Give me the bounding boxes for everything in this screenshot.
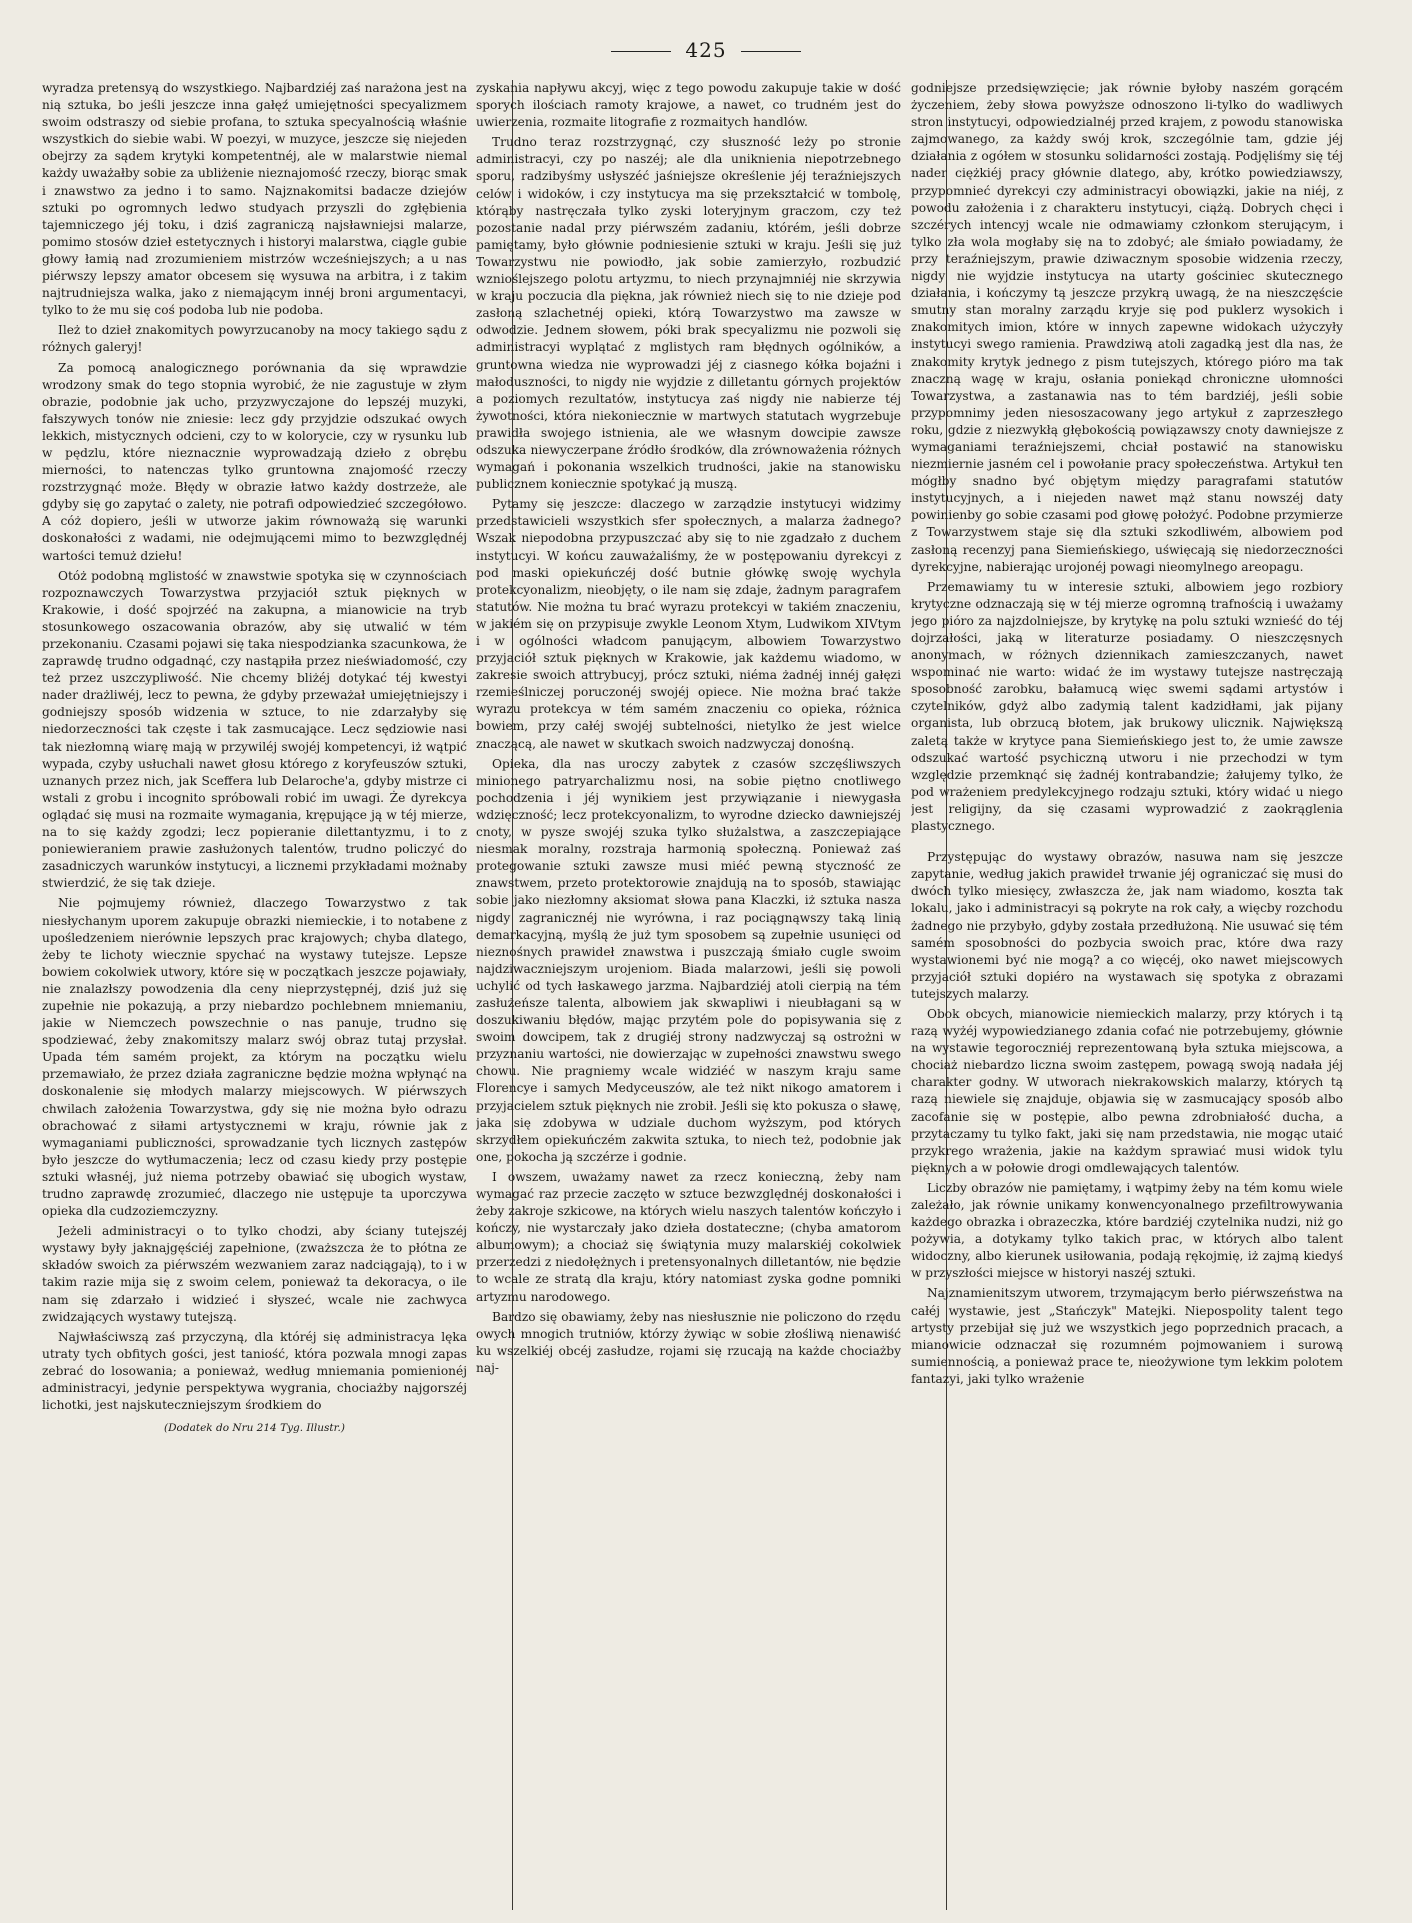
column-1-paragraph: Za pomocą analogicznego porównania da się wprawdzie wrodzony smak do tego stopnia wyrobić, że nie zagustuje w złym obrazie, podobnie jak ucho, przyzwyczajone do lepszéj muzyki, fałszywych tonów nie zniesie: lecz gdy przyjdzie odszukać owych lekkich, mistycznych odcieni, czy to w kolorycie, czy w rysunku lub w pędzlu, które nieznacznie wyprowadzają dzieło z obrębu mierności, to natenczas tylko gruntowna znajomość rzeczy rozstrzygnąć może. Błędy w obrazie łatwo każdy dostrzeże, ale gdyby się go zapytać o zalety, nie potrafi odpowiedzieć szczegółowo. A cóż dopiero, jeśli w utworze jakim równoważą się warunki doskonałości z wadami, nie odejmującemi mimo to bezwzględnéj wartości temuż dziełu! [42,360,467,563]
column-1-paragraph: Ileż to dzieł znakomitych powyrzucanoby na mocy takiego sądu z różnych galeryj! [42,323,467,355]
column-2-paragraph: Opieka, dla nas uroczy zabytek z czasów szczęśliwszych minionego patryarchalizmu nosi, na sobie piętno cnotliwego pochodzenia i jéj wynikiem jest przywiązanie i niewygasła wdzięczność; lecz protekcyonalizm, to wyrodne dziecko dawniejszéj cnoty, w pysze swojéj szuka tylko służalstwa, a zaszczepiające niesmak moralny, rozstraja harmonią społeczną. Ponieważ zaś protegowanie sztuki zawsze musi miéć pewną styczność ze znawstwem, przeto protektorowie znajdują na to sposób, stawiając sobie jako niezłomny aksiomat słowa pana Klaczki, iż sztuka nasza nigdy zagranicznéj nie wyrówna, i raz pociągnąwszy taką linią demarkacyjną, myślą że już tym sposobem są zupełnie usunięci od nieznośnych prawideł znawstwa i puszczają śmiało cugle swoim najdziwaczniejszym urojeniom. Biada malarzowi, jeśli się powoli uchylić od tych łaskawego jarzma. Najbardziéj atoli cierpią na tém zasłużeńsze talenta, albowiem jak skwapliwi i nieubłagani są w doszukiwaniu błędów, mając przytém pole do popisywania się z swoim dowcipem, tak z drugiéj strony nadzwyczaj są ostrożni w przyznaniu wartości, nie dowierzając w zupełności znawstwu swego chowu. Nie pragniemy wcale widziéć w naszym kraju same Florencye i samych Medyceuszów, ale też nikt nikogo amatorem i przyjacielem sztuk pięknych nie zrobił. Jeśli się kto pokusza o sławę, jaka się zdobywa w udziale duchom wyższym, pod których skrzydłem opiekuńczém zakwita sztuka, to niech też, podobnie jak one, pokocha ją szczérze i godnie. [476,756,901,1164]
column-3-paragraph: Obok obcych, mianowicie niemieckich malarzy, przy których i tą razą wyżéj wypowiedzianego zdania cofać nie potrzebujemy, głównie na wystawie tegoroczniéj reprezentowaną była sztuka miejscowa, a chociaż niebardzo liczna swoim zastępem, powagą swoją nadała jéj charakter godny. W utworach niekrakowskich malarzy, których tą razą niewiele się znajduje, objawia się w zasmucający sposób albo zacofanie się w postępie, albo pewna zdrobniałość ducha, a przytaczamy tu tylko fakt, jaki się nam przedstawia, nie mogąc utaić przykrego wrażenia, jakie na każdym sprawiać musi widok tylu pięknych a w połowie drogi omdlewających talentów. [911,1006,1343,1175]
column-3-paragraph: Przystępując do wystawy obrazów, nasuwa nam się jeszcze zapytanie, według jakich prawideł trwanie jéj ograniczać się musi do dwóch tylko miesięcy, zwłaszcza że, jak nam wiadomo, koszta tak lokalu, jako i administracyi są pokryte na rok cały, a więcby rozchodu żadnego nie przybyło, gdyby została przedłużoną. Nie usuwać się tém samém sposobności do pozbycia swoich prac, które dwa razy wystawionemi być nie mogą? a co więcéj, oko nawet miejscowych przyjaciół sztuki dopiéro na wystawach się spotyka z obrazami tutejszych malarzy. [911,850,1343,1001]
column-3-paragraph: Liczby obrazów nie pamiętamy, i wątpimy żeby na tém komu wiele zależało, jak równie unikamy konwencyonalnego przefiltrowywania każdego obrazka i obrazeczka, które bardziéj czytelnika nudzi, niż go pożywia, a dotykamy tylko takich prac, w których albo talent widoczny, albo kierunek usiłowania, podają rękojmię, iż zajmą kiedyś w przyszłości miejsce w historyi naszéj sztuki. [911,1180,1343,1281]
column-3-paragraph: godniejsze przedsięwzięcie; jak równie byłoby naszém gorącém życzeniem, żeby słowa powyższe odnoszono li-tylko do wadliwych stron instytucyi, odpowiedzialnéj przed krajem, z powodu stanowiska zajmowanego, za każdy swój krok, szczególnie tam, gdzie jéj działania z ogółem w stosunku solidarności zostają. Podjęliśmy się téj nader ciężkiéj pracy głównie dlatego, aby, krótko powiedziawszy, przypomnieć dyrekcyi czy administracyi obowiązki, jakie na niéj, z powodu założenia i z charakteru instytucyi, ciążą. Dobrych chęci i szczérych intencyj wcale nie odmawiamy członkom sterującym, i tylko zła wola mogłaby się na to zdobyć; ale śmiało powiadamy, że przy teraźniejszym, prawie dziwacznym sposobie widzenia rzeczy, nigdy nie wyjdzie instytucya na utarty gościniec skutecznego działania, i kończymy tą jeszcze przykrą uwagą, że na nieszczęście smutny stan moralny zarządu kryje się pod puklerz wysokich i znakomitych imion, które w innych zapewne widokach użyczyły instytucyi swego ramienia. Prawdziwą atoli zagadką jest dla nas, że znakomity krytyk jednego z pism tutejszych, którego pióro ma tak znaczną wagę w kraju, osłania poniekąd chroniczne ułomności Towarzystwa, a zastanawia nas to tém bardziéj, jeśli sobie przypomnimy jeden niesoszacowany jego artykuł z zaprzeszłego roku, gdzie z niezwykłą głębokością powiązawszy cnoty dawniejsze z wymaganiami teraźniejszemi, chciał postawić na stanowisku niezmiernie jasném cel i powołanie pracy społeczeństwa. Artykuł ten mógłby snadno być objętym między paragrafami statutów instytucyjnych, a i niejeden nawet mąż stanu nowszéj daty powinienby go sobie czasami pod głowę położyć. Podobne przymierze z Towarzystwem staje się dla sztuki szkodliwém, albowiem pod zasłoną recenzyj pana Siemieńskiego, uświęcają się niedorzeczności dyrekcyjne, nabierając urojonéj powagi nieomylnego areopagu. [911,81,1343,574]
column-1-paragraph: Nie pojmujemy również, dlaczego Towarzystwo z tak niesłychanym uporem zakupuje obrazki niemieckie, i to notabene z upośledzeniem nierównie lepszych prac krajowych; chyba dlatego, żeby te lichoty wiecznie spychać na wystawy tutejsze. Lepsze bowiem cokolwiek utwory, które się w początkach jeszcze pojawiały, nie znalazłszy powodzenia dla ceny nieprzystępnéj, dziś już się zupełnie nie pokazują, a przy niebardzo pochlebnem mniemaniu, jakie w Niemczech powszechnie o nas panuje, trudno się spodziewać, żeby znakomitszy malarz swój obraz tutaj przysłał. Upada tém samém projekt, za którym na początku wielu przemawiało, że przez działa zagraniczne będzie można wpłynąć na doskonalenie się młodych malarzy miejscowych. W piérwszych chwilach założenia Towarzystwa, gdy się nie można było odrazu obrachować z siłami artystycznemi w kraju, równie jak z wymaganiami publiczności, sprowadzanie tych licznych zastępów było jeszcze do wytłumaczenia; lecz od czasu kiedy przy postępie sztuki własnéj, już niema potrzeby obawiać się ubogich wystaw, trudno zaprawdę zrozumieć, dlaczego nie ustępuje ta uporczywa opieka dla cudzoziemczyzny. [42,896,467,1219]
page-number-left-dash [611,51,671,52]
column-2-paragraph: Trudno teraz rozstrzygnąć, czy słuszność leży po stronie administracyi, czy po naszéj; ale dla uniknienia niepotrzebnego sporu, radzibyśmy usłyszéć jaśniejsze określenie jéj teraźniejszych celów i widoków, i czy instytucya ma się przekształcić w tombolę, którąby nastręczała tylko zyski loteryjnym graczom, czy też pozostanie nadal przy piérwszém zadaniu, którém, jeśli dobrze pamiętamy, było głównie podniesienie sztuki w kraju. Jeśli się już Towarzystwu nie powiodło, jak sobie zamierzyło, rozbudzić wznioślejszego polotu artyzmu, to niech przynajmniéj nie skrzywia w kraju poczucia dla piękna, jak również niech się to nie dzieje pod zasłoną szlachetnéj opieki, którą Towarzystwo ma zawsze w odwodzie. Jednem słowem, póki brak specyalizmu nie pozwoli się administracyi wyplątać z mglistych ram błędnych ogólników, a gruntowna wiedza nie wyprowadzi jéj z ciasnego kółka bojaźni i małoduszności, to nigdy nie wyjdzie z dilletantu górnych projektów a poziomych rezultatów, instytucya zaś nigdy nie nabierze téj żywotności, która niekoniecznie w martwych statutach wygrzebuje prawidła swojego istnienia, ale we własnym dowcipie zawsze odszuka niewyczerpane źródło środków, dla zrównoważenia różnych wymagań i pokonania wszelkich trudności, jakie na stanowisku publicznem koniecznie spotykać ją muszą. [476,135,901,492]
column-3-paragraph: Przemawiamy tu w interesie sztuki, albowiem jego rozbiory krytyczne odznaczają się w téj mierze ogromną trafnością i uważamy jego pióro za najzdolniejsze, by krytykę na polu sztuki wznieść do téj dojrzałości, jaką w literaturze posiadamy. O nieszczęsnych anonymach, w różnych dziennikach zamieszczanych, nawet wspominać nie warto: widać że im wystawy tutejsze nastręczają sposobność zarobku, bałamucą więc swemi sądami artystów i czytelników, gdyż albo zadymią talent kadzidłami, jak pijany organista, lub obrzucą błotem, jak brukowy ulicznik. Największą zaletą także w krytyce pana Siemieńskiego jest to, że umie zawsze odszukać wartość psychiczną utworu i nie przechodzi w tym względzie przemknąć się żadnéj kontrabandzie; żałujemy tylko, że pod wrażeniem predylekcyjnego rodzaju sztuki, który widać u niego jest religijny, da się czasami wyprowadzić z zaokrąglenia plastycznego. [911,579,1343,834]
column-1-paragraph: wyradza pretensyą do wszystkiego. Najbardziéj zaś narażona jest na nią sztuka, bo jeśli jeszcze inna gałęź umiejętności specyalizmem swoim odstraszy od siebie profana, to sztuka specyalnością właśnie wszystkich do siebie wabi. W poezyi, w muzyce, jeszcze się niejeden obejrzy za sądem krytyki kompetentnéj, ale w malarstwie niemal każdy uważałby sobie za ubliżenie nieznajomość rzeczy, biorąc smak i znawstwo za jedno i to samo. Najznakomitsi badacze dziejów sztuki po ogromnych ledwo studyach przyszli do zgłębienia tajemniczego jéj toku, i dziś zagraniczą najsławniejsi malarze, pomimo stosów dzieł estetycznych i historyi malarstwa, ciągle gubie głowy łamią nad zrozumieniem mistrzów wcześniejszych; a u nas piérwszy lepszy amator obcesem się wysuwa na arbitra, i z takim najtrudniejsza walka, jako z niemającym innéj broni argumentacyi, tylko to że mu się coś podoba lub nie podoba. [42,81,467,318]
article-columns [42,80,1382,1910]
column-1 [42,80,467,1910]
column-3 [911,80,1343,1910]
page-number-text: 425 [685,38,727,62]
column-1-paragraph: Jeżeli administracyi o to tylko chodzi, aby ściany tutejszéj wystawy były jaknajgęściéj zapełnione, (zważszcza że to płótna ze składów swoich za piérwszém wezwaniem zaraz nadciągają), to i w takim razie mija się z swoim celem, ponieważ ta dekoracya, o ile nam się zdarzało i widzieć i słyszeć, wcale nie zachwyca zwidzających wystawy tutejszą. [42,1224,467,1324]
column-1-paragraph: Otóż podobną mglistość w znawstwie spotyka się w czynnościach rozpoznawczych Towarzystwa przyjaciół sztuk pięknych w Krakowie, i dość spojrzéć na zakupna, a mianowicie na tryb stosunkowego oszacowania obrazów, aby się utwalić w tém przekonaniu. Czasami pojawi się taka niespodzianka szacunkowa, że zaprawdę trudno odgadnąć, czy nastąpiła przez nieświadomość, czy też przez uszczypliwość. Nie chcemy bliżéj dotykać téj kwestyi nader drażliwéj, lecz to pewna, że gdyby przeważał umiejętniejszy i godniejszy sposób widzenia w sztuce, to nie zdarzałyby się niedorzeczności tak częste i tak zasmucające. Lecz sędziowie nasi tak niezłomną wiarę mają w przywiléj swojéj kompetencyi, iż wątpić wypada, czyby usłuchali nawet głosu którego z koryfeuszów sztuki, uznanych przez nich, jak Sceffera lub Delaroche'a, gdyby mistrze ci wstali z grobu i incognito spróbowali robić im uwagi. Że dyrekcya oglądać się musi na rozmaite wymagania, krępujące ją w téj mierze, na to się każdy zgodzi; lecz popieranie dilettantyzmu, i to z poniewieraniem prawie zasłużonych talentów, trudno policzyć do zasadniczych warunków instytucyi, a licznemi przykładami możnaby stwierdzić, że się tak dzieje. [42,568,467,891]
supplement-footnote: (Dodatek do Nru 214 Tyg. Illustr.) [164,1422,345,1435]
column-2 [476,80,901,1910]
page-number-right-dash [741,51,801,52]
column-2-paragraph: Pytamy się jeszcze: dlaczego w zarządzie instytucyi widzimy przedstawicieli wszystkich sfer społecznych, a malarza żadnego? Wszak niepodobna przypuszczać aby się to nie zgadzało z duchem instytucyi. W końcu zauważaliśmy, że w postępowaniu dyrekcyi z pod maski opiekuńczéj dość butnie główkę swoję wychyla protekcyonalizm, nieobjęty, o ile nam się zdaje, żadnym paragrafem statutów. Nie można tu brać wyrazu protekcyi w takiém znaczeniu, w jakiém się on przypisuje zwykle Leonom Xtym, Ludwikom XIVtym i w ogólności władcom panującym, albowiem Towarzystwo przyjaciół sztuk pięknych w Krakowie, jak każdemu wiadomo, w zakresie swoich attrybucyj, prócz sztuki, niéma żadnéj innéj gałęzi rzemieślniczej poruczonéj swojéj opiece. Nie można brać także wyrazu protekcya w tém samém znaczeniu co opieka, różnica bowiem, przy całéj swojéj subtelności, nietylko że jest wielce znaczącą, ale nawet w skutkach swoich nadzwyczaj donośną. [476,497,901,751]
column-2-paragraph: zyskania napływu akcyj, więc z tego powodu zakupuje takie w dość sporych ilościach ramoty krajowe, a nawet, co trudném jest do uwierzenia, rozmaite litografie z rozmaitych handlów. [476,81,901,130]
page-number [0,38,1412,62]
column-3-paragraph: Najznamienitszym utworem, trzymającym berło piérwszeństwa na całéj wystawie, jest „Stańczyk" Matejki. Niepospolity talent tego artysty przebijał się już we wszystkich jego poprzednich pracach, a mianowicie odznaczał się rozumném pojmowaniem i surową sumiennością, a ponieważ prace te, nieożywione tym lekkim polotem fantazyi, jaki tylko wrażenie [911,1286,1343,1386]
column-2-paragraph: Bardzo się obawiamy, żeby nas niesłusznie nie policzono do rzędu owych mnogich trutniów, którzy żywiąc w sobie złośliwą nienawiść ku wszelkiéj obcéj zasłudze, rojami się rzucają na każde chociażby naj- [476,1309,901,1375]
column-1-paragraph: Najwłaściwszą zaś przyczyną, dla któréj się administracya lęka utraty tych obfitych gości, jest taniość, która pozwala mnogi zapas zebrać do losowania; a ponieważ, według mniemania pomienionéj administracyi, jedynie perspektywa wygrania, chociażby najgorszéj lichotki, jest najskuteczniejszym środkiem do [42,1329,467,1413]
column-2-paragraph: I owszem, uważamy nawet za rzecz konieczną, żeby nam wymagać raz przecie zaczęto w sztuce bezwzględnéj doskonałości i żeby zakroje szkicowe, na których wielu naszych talentów kończyło i kończy, nie wystarczały jako dzieła dostateczne; (chyba amatorom albumowym); a chociaż się świątynia muzy malarskiéj cokolwiek przerzedzi z niedołężnych i pretensyonalnych dilletantów, nie będzie to wcale ze stratą dla kraju, który natomiast zyska godne pomniki artyzmu narodowego. [476,1169,901,1304]
